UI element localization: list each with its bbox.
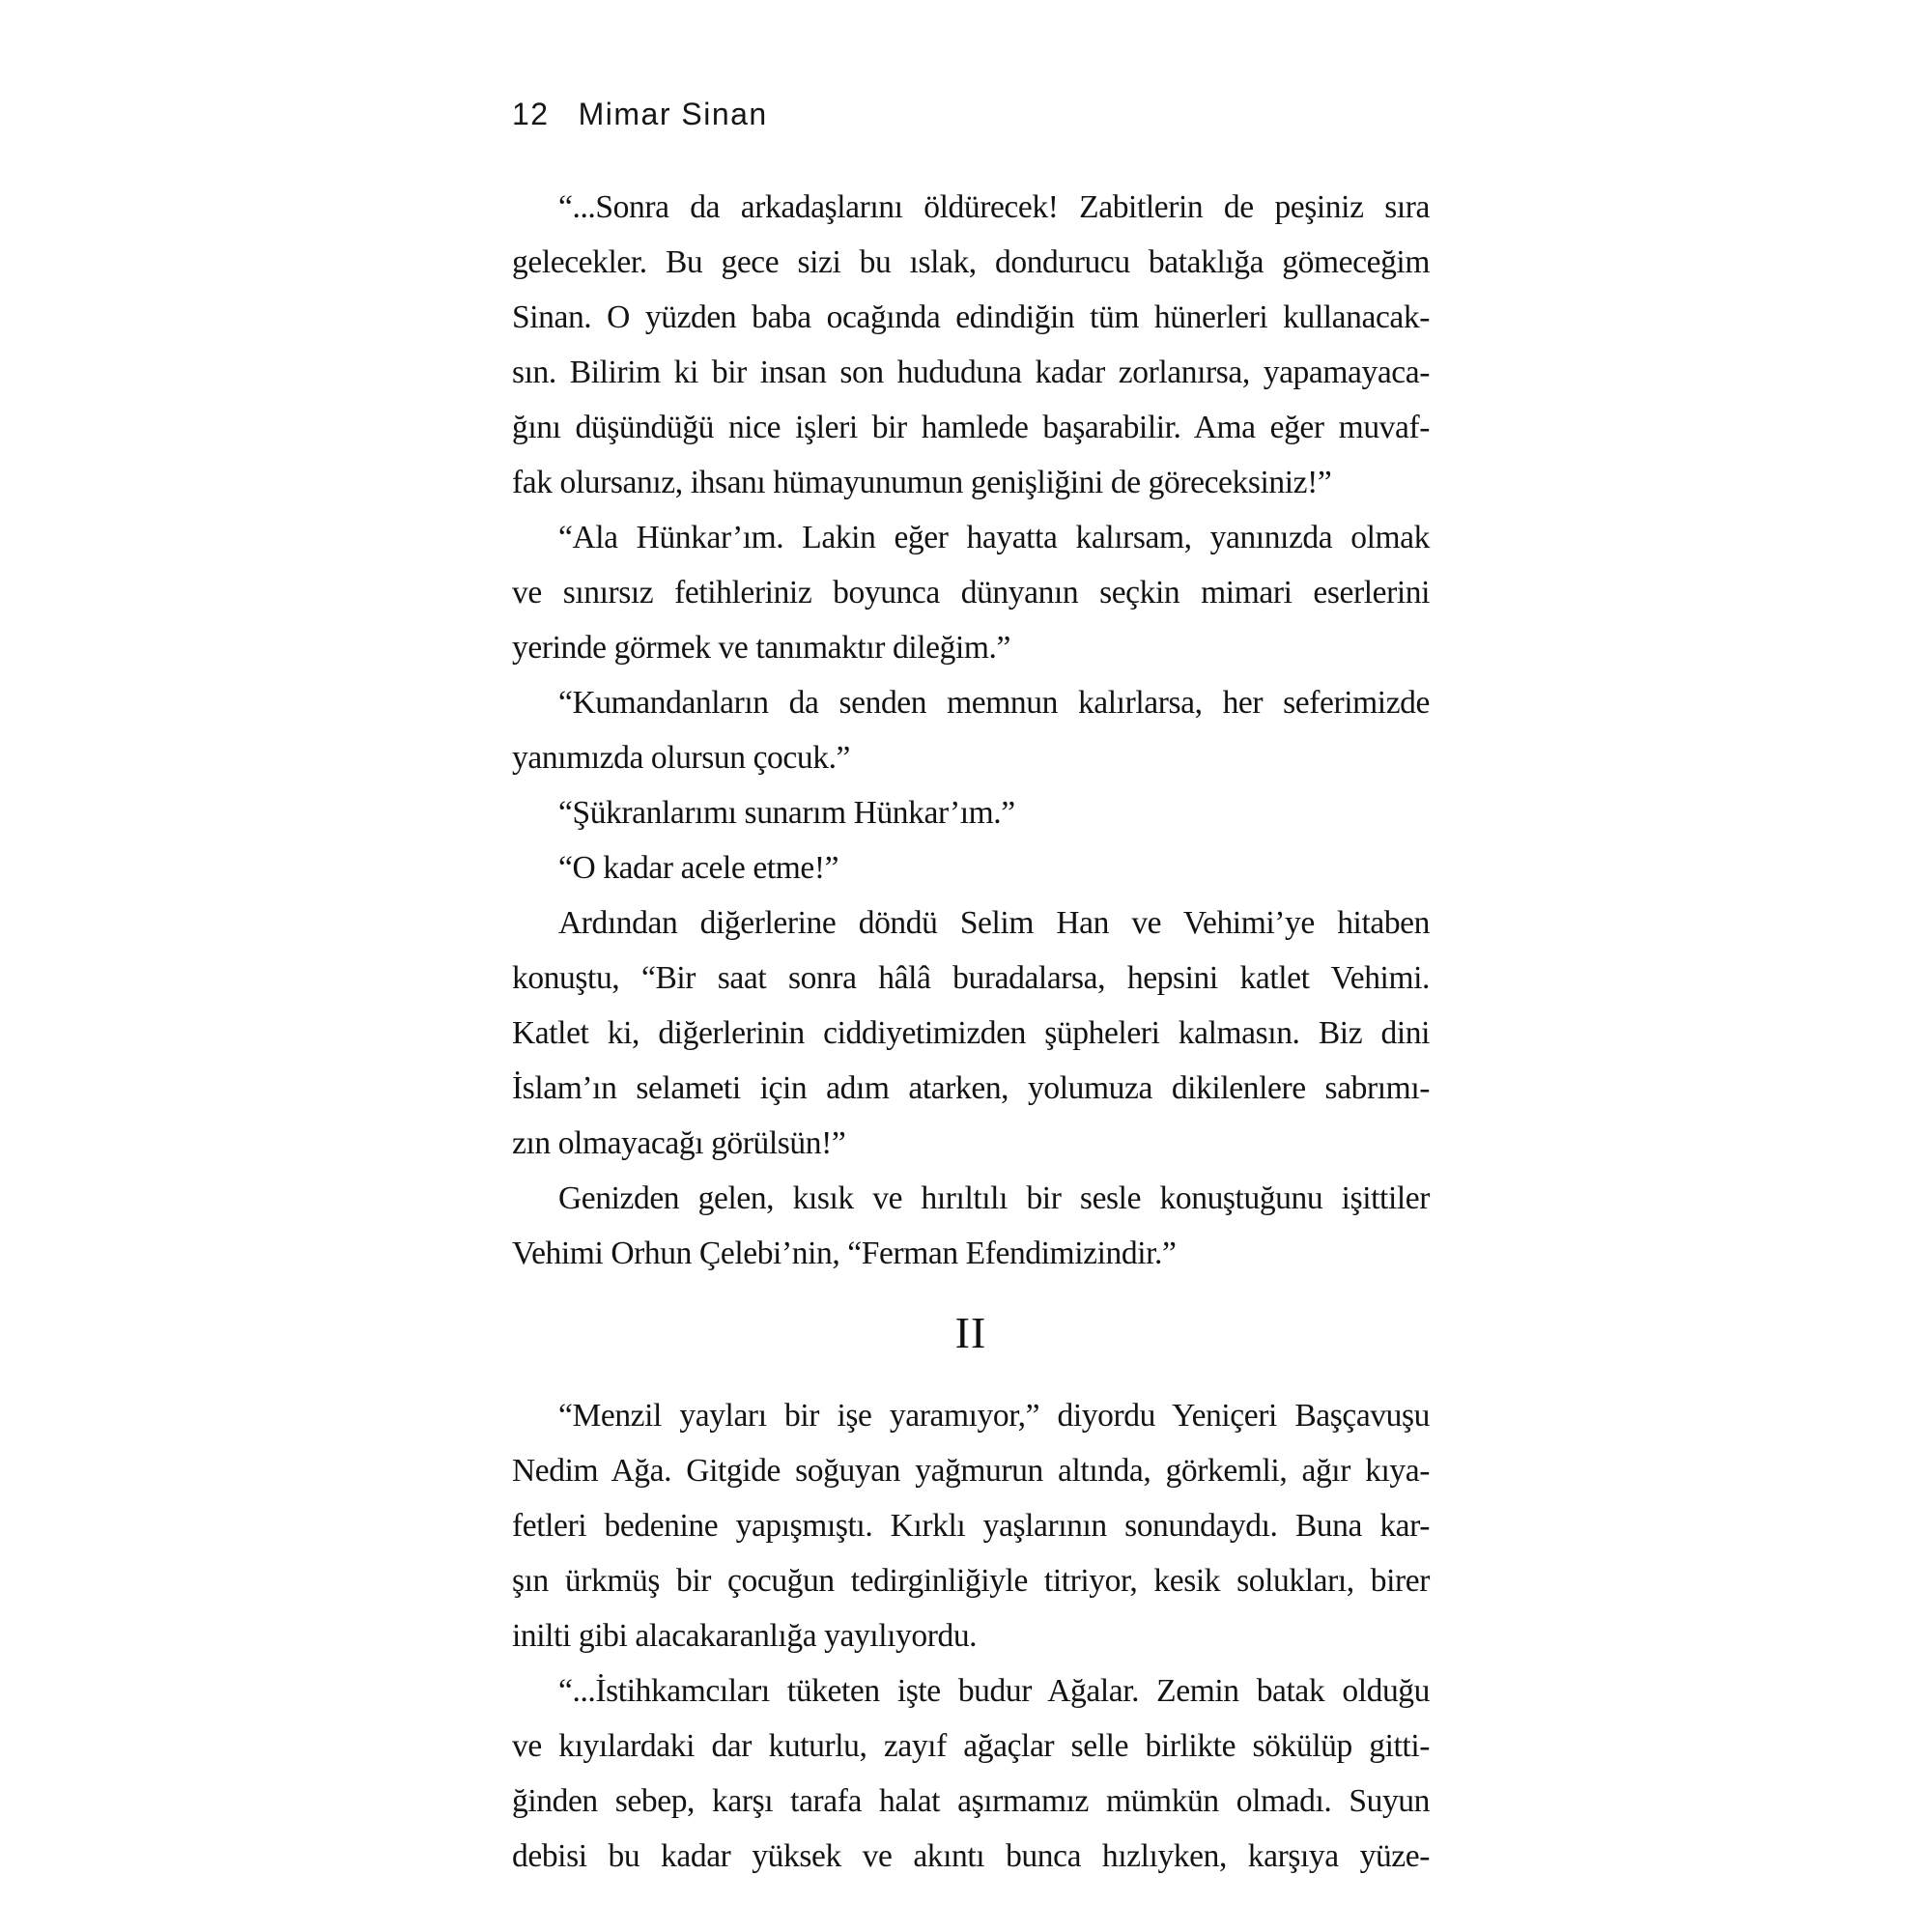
paragraph xyxy=(512,840,1430,895)
text-line: Genizden gelen, kısık ve hırıltılı bir sesle konuştuğunu işittiler xyxy=(558,1180,1430,1216)
text-line: Katlet ki, diğerlerinin ciddiyetimizden şüpheleri kalmasın. Biz dini xyxy=(512,1015,1430,1051)
text-line: Sinan. O yüzden baba ocağında edindiğin tüm hünerleri kullanacak- xyxy=(512,299,1430,335)
paragraph xyxy=(512,510,1430,675)
text-line: fetleri bedenine yapışmıştı. Kırklı yaşlarının sonundaydı. Buna kar- xyxy=(512,1508,1430,1544)
text-line: Nedim Ağa. Gitgide soğuyan yağmurun altında, görkemli, ağır kıya- xyxy=(512,1453,1430,1489)
text-line: fak olursanız, ihsanı hümayunumun genişliğini de göreceksiniz!” xyxy=(512,465,1332,500)
text-line: gelecekler. Bu gece sizi bu ıslak, dondurucu bataklığa gömeceğim xyxy=(512,244,1430,280)
book-title: Mimar Sinan xyxy=(578,97,768,131)
text-line: Vehimi Orhun Çelebi’nin, “Ferman Efendimizindir.” xyxy=(512,1236,1177,1271)
page-number: 12 xyxy=(512,97,550,131)
section-heading: II xyxy=(954,1308,987,1357)
paragraph xyxy=(512,1171,1430,1281)
text-line: ve sınırsız fetihleriniz boyunca dünyanın seçkin mimari eserlerini xyxy=(512,575,1430,611)
text-line: “Ala Hünkar’ım. Lakin eğer hayatta kalırsam, yanınızda olmak xyxy=(558,520,1430,555)
paragraph xyxy=(512,180,1430,510)
text-line: Ardından diğerlerine döndü Selim Han ve Vehimi’ye hitaben xyxy=(558,905,1430,941)
text-line: zın olmayacağı görülsün!” xyxy=(512,1125,846,1161)
text-line: inilti gibi alacakaranlığa yayılıyordu. xyxy=(512,1618,978,1654)
paragraph xyxy=(512,675,1430,785)
paragraph xyxy=(512,895,1430,1171)
paragraph xyxy=(512,1663,1430,1884)
text-line: “Menzil yayları bir işe yaramıyor,” diyordu Yeniçeri Başçavuşu xyxy=(558,1398,1430,1434)
text-line: “...Sonra da arkadaşlarını öldürecek! Zabitlerin de peşiniz sıra xyxy=(558,189,1430,225)
text-line: konuştu, “Bir saat sonra hâlâ buradalarsa, hepsini katlet Vehimi. xyxy=(512,960,1430,996)
text-line: “...İstihkamcıları tüketen işte budur Ağalar. Zemin batak olduğu xyxy=(558,1673,1430,1709)
text-line: debisi bu kadar yüksek ve akıntı bunca hızlıyken, karşıya yüze- xyxy=(512,1838,1430,1874)
text-line: sın. Bilirim ki bir insan son hududuna kadar zorlanırsa, yapamayaca- xyxy=(512,355,1430,390)
paragraph xyxy=(512,1388,1430,1663)
text-line: yanımızda olursun çocuk.” xyxy=(512,740,851,776)
text-line: ğını düşündüğü nice işleri bir hamlede başarabilir. Ama eğer muvaf- xyxy=(512,410,1430,445)
text-line: İslam’ın selameti için adım atarken, yolumuza dikilenlere sabrımı- xyxy=(512,1070,1430,1106)
text-line: şın ürkmüş bir çocuğun tedirginliğiyle titriyor, kesik solukları, birer xyxy=(512,1563,1430,1599)
text-line: ğinden sebep, karşı tarafa halat aşırmamız mümkün olmadı. Suyun xyxy=(512,1783,1430,1819)
paragraph xyxy=(512,785,1430,840)
text-line: “Kumandanların da senden memnun kalırlarsa, her seferimizde xyxy=(558,685,1430,721)
text-line: yerinde görmek ve tanımaktır dileğim.” xyxy=(512,630,1010,666)
page-header xyxy=(512,97,768,132)
text-line: “O kadar acele etme!” xyxy=(558,850,839,886)
page-body xyxy=(512,180,1430,1884)
text-line: “Şükranlarımı sunarım Hünkar’ım.” xyxy=(558,795,1015,831)
text-line: ve kıyılardaki dar kuturlu, zayıf ağaçlar selle birlikte sökülüp gitti- xyxy=(512,1728,1430,1764)
